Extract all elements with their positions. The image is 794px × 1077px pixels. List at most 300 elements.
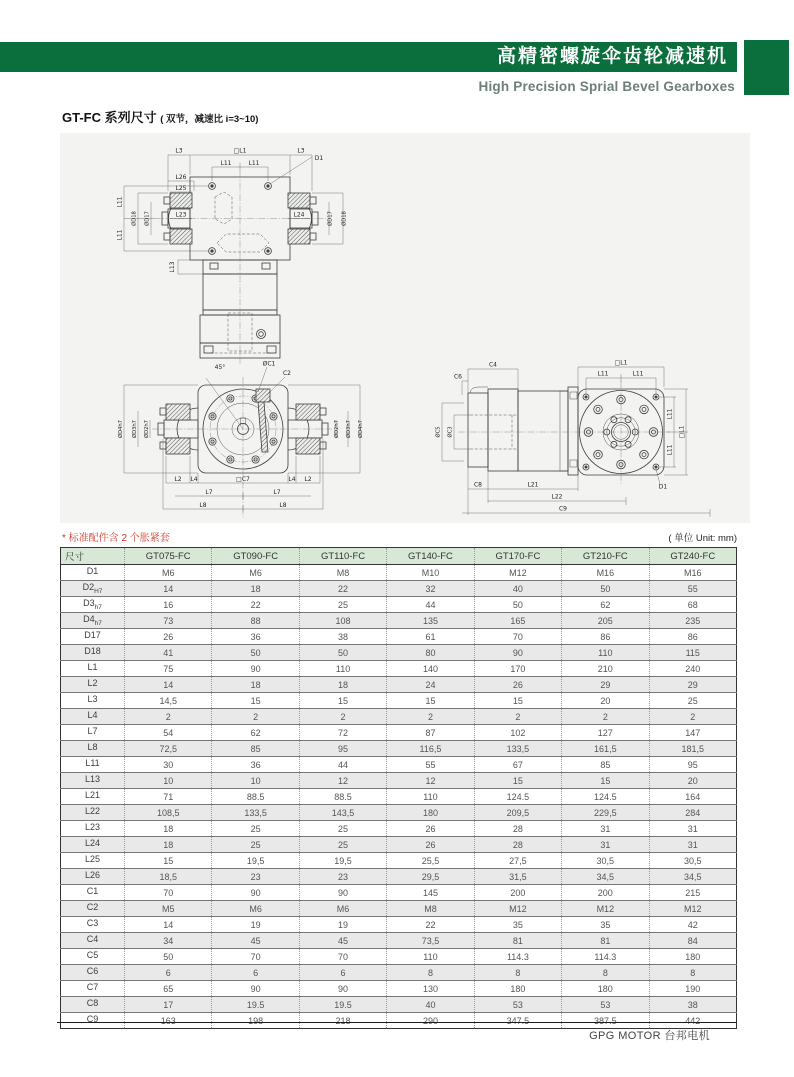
- table-cell: 20: [649, 773, 736, 789]
- dim-label: C7: [86, 982, 99, 993]
- table-cell-dim: [61, 709, 125, 725]
- table-cell: 114.3: [474, 949, 561, 965]
- table-cell: 19.5: [299, 997, 386, 1013]
- dim-label: C3: [86, 918, 99, 929]
- technical-drawings-panel: [60, 133, 750, 523]
- table-cell: 18: [125, 821, 212, 837]
- table-cell: 28: [474, 837, 561, 853]
- dim-label: L11: [85, 758, 100, 769]
- table-cell: 10: [212, 773, 299, 789]
- dim-subscript: H7: [94, 587, 103, 595]
- table-cell: 240: [649, 661, 736, 677]
- table-cell: 15: [474, 773, 561, 789]
- table-cell: M12: [562, 901, 649, 917]
- table-cell: 124.5: [474, 789, 561, 805]
- table-cell: M6: [212, 901, 299, 917]
- table-cell: 30,5: [649, 853, 736, 869]
- table-cell-dim: [61, 613, 125, 629]
- table-cell: 42: [649, 917, 736, 933]
- table-cell-dim: [61, 965, 125, 981]
- table-cell: 102: [474, 725, 561, 741]
- table-cell: 190: [649, 981, 736, 997]
- table-cell: 180: [562, 981, 649, 997]
- table-cell-dim: [61, 773, 125, 789]
- section-title: [62, 107, 258, 126]
- dim-label: L24: [84, 838, 101, 849]
- table-cell: 38: [649, 997, 736, 1013]
- table-cell: 50: [474, 597, 561, 613]
- dim-label: L2: [87, 678, 98, 689]
- table-cell: 110: [562, 645, 649, 661]
- dim-label: C2: [86, 902, 99, 913]
- unit-label: ( 单位 Unit: mm): [668, 533, 737, 544]
- table-cell: 70: [125, 885, 212, 901]
- table-cell-dim: [61, 821, 125, 837]
- table-cell: 95: [649, 757, 736, 773]
- svg-text:□L1: □L1: [233, 147, 247, 155]
- table-cell: 164: [649, 789, 736, 805]
- table-cell: 6: [299, 965, 386, 981]
- svg-text:ØD3h7: ØD3h7: [346, 420, 352, 438]
- table-cell: 90: [299, 885, 386, 901]
- table-cell-dim: [61, 949, 125, 965]
- svg-text:L25: L25: [175, 185, 187, 192]
- table-cell: 62: [212, 725, 299, 741]
- svg-text:C6: C6: [453, 373, 463, 381]
- table-cell: 34: [125, 933, 212, 949]
- table-cell: 28: [474, 821, 561, 837]
- table-cell: 8: [387, 965, 474, 981]
- table-row: [61, 917, 737, 933]
- table-cell: 18: [299, 677, 386, 693]
- table-cell-dim: [61, 645, 125, 661]
- table-cell: 87: [387, 725, 474, 741]
- table-cell: 18: [125, 837, 212, 853]
- table-cell: M5: [125, 901, 212, 917]
- table-row: [61, 805, 737, 821]
- svg-text:L11: L11: [597, 370, 609, 378]
- table-cell: 16: [125, 597, 212, 613]
- dim-label: D3: [83, 598, 95, 609]
- table-row: [61, 661, 737, 677]
- dim-label: L25: [84, 854, 101, 865]
- table-row: [61, 677, 737, 693]
- table-cell: 86: [562, 629, 649, 645]
- svg-text:L8: L8: [199, 502, 207, 509]
- svg-text:L11: L11: [116, 229, 124, 241]
- table-cell: 2: [125, 709, 212, 725]
- table-cell-dim: [61, 757, 125, 773]
- table-cell: 71: [125, 789, 212, 805]
- table-cell-dim: [61, 581, 125, 597]
- table-cell: 205: [562, 613, 649, 629]
- column-header: GT110-FC: [299, 548, 386, 565]
- table-cell: 36: [212, 757, 299, 773]
- table-cell: 45: [212, 933, 299, 949]
- front-view-dimension-lines: [124, 155, 343, 274]
- svg-text:ØD3h7: ØD3h7: [132, 420, 138, 438]
- svg-text:L24: L24: [293, 211, 305, 219]
- column-header: GT210-FC: [562, 548, 649, 565]
- svg-text:ØD4h7: ØD4h7: [118, 420, 124, 438]
- table-row: [61, 853, 737, 869]
- svg-text:L7: L7: [205, 489, 213, 496]
- table-cell: 18: [212, 581, 299, 597]
- dim-label: L23: [84, 822, 101, 833]
- table-cell: 19: [212, 917, 299, 933]
- table-cell: 235: [649, 613, 736, 629]
- table-cell: 26: [474, 677, 561, 693]
- table-cell-dim: [61, 597, 125, 613]
- table-row: [61, 773, 737, 789]
- dim-label: L3: [87, 694, 98, 705]
- table-cell: 22: [212, 597, 299, 613]
- table-cell: 10: [125, 773, 212, 789]
- table-cell: 181,5: [649, 741, 736, 757]
- svg-text:L4: L4: [288, 476, 296, 483]
- table-cell: M12: [474, 565, 561, 581]
- side-view-geometry: [468, 387, 664, 475]
- table-row: [61, 965, 737, 981]
- table-cell: M16: [649, 565, 736, 581]
- dim-label: L7: [87, 726, 98, 737]
- table-cell: 85: [212, 741, 299, 757]
- svg-text:L21: L21: [527, 481, 539, 489]
- table-cell: 14: [125, 917, 212, 933]
- table-cell: 114.3: [562, 949, 649, 965]
- table-cell: 73,5: [387, 933, 474, 949]
- svg-text:L11: L11: [666, 444, 674, 456]
- svg-text:C4: C4: [488, 361, 498, 369]
- table-cell: M12: [649, 901, 736, 917]
- svg-text:ØD4h7: ØD4h7: [358, 420, 364, 438]
- svg-text:C8: C8: [473, 481, 483, 489]
- table-cell: 18,5: [125, 869, 212, 885]
- table-cell: 200: [474, 885, 561, 901]
- table-cell: 25: [299, 821, 386, 837]
- table-cell: 442: [649, 1013, 736, 1029]
- table-cell: 29: [562, 677, 649, 693]
- dim-label: D2: [82, 582, 95, 593]
- table-cell: 2: [387, 709, 474, 725]
- table-cell: 6: [212, 965, 299, 981]
- svg-text:D1: D1: [658, 483, 668, 491]
- table-cell: M8: [387, 901, 474, 917]
- svg-text:L4: L4: [190, 476, 198, 483]
- side-view-dimension-lines: [442, 367, 710, 517]
- table-cell: 209,5: [474, 805, 561, 821]
- table-cell: 73: [125, 613, 212, 629]
- table-cell: 180: [387, 805, 474, 821]
- svg-text:D1: D1: [314, 155, 324, 162]
- table-cell: 25,5: [387, 853, 474, 869]
- table-cell: 50: [562, 581, 649, 597]
- svg-text:ØD18: ØD18: [131, 211, 138, 226]
- table-cell: 65: [125, 981, 212, 997]
- table-cell: 180: [474, 981, 561, 997]
- table-cell: 20: [562, 693, 649, 709]
- svg-text:L2: L2: [174, 476, 182, 483]
- svg-text:L3: L3: [297, 147, 305, 155]
- table-cell: 88.5: [299, 789, 386, 805]
- table-row: [61, 885, 737, 901]
- table-cell: 19,5: [299, 853, 386, 869]
- table-cell: 2: [649, 709, 736, 725]
- table-cell: 31: [562, 837, 649, 853]
- page-subtitle-en: High Precision Sprial Bevel Gearboxes: [478, 79, 735, 94]
- table-cell: 35: [474, 917, 561, 933]
- dim-label: C1: [86, 886, 99, 897]
- table-cell: 88: [212, 613, 299, 629]
- table-cell: 284: [649, 805, 736, 821]
- table-cell-dim: [61, 853, 125, 869]
- page-title-banner: 高精密螺旋伞齿轮减速机: [0, 42, 737, 72]
- svg-text:C9: C9: [558, 505, 568, 513]
- table-cell: 90: [212, 885, 299, 901]
- svg-text:L11: L11: [116, 196, 124, 208]
- table-cell: 25: [212, 837, 299, 853]
- column-header: GT090-FC: [212, 548, 299, 565]
- table-cell: 19: [299, 917, 386, 933]
- table-cell: 22: [299, 581, 386, 597]
- table-cell: 88.5: [212, 789, 299, 805]
- table-row: [61, 597, 737, 613]
- table-cell: 26: [387, 837, 474, 853]
- svg-text:L7: L7: [273, 489, 281, 496]
- table-cell: 108: [299, 613, 386, 629]
- table-cell: 8: [474, 965, 561, 981]
- table-cell: 180: [649, 949, 736, 965]
- table-row: [61, 581, 737, 597]
- table-cell: 44: [387, 597, 474, 613]
- table-cell: 116,5: [387, 741, 474, 757]
- dim-label: L21: [84, 790, 101, 801]
- svg-text:ØD18: ØD18: [341, 211, 348, 226]
- table-cell-dim: [61, 933, 125, 949]
- table-cell-dim: [61, 1013, 125, 1029]
- table-row: [61, 949, 737, 965]
- table-cell: 163: [125, 1013, 212, 1029]
- table-cell: 72,5: [125, 741, 212, 757]
- dim-label: D18: [84, 646, 101, 657]
- table-cell: 170: [474, 661, 561, 677]
- dim-label: L1: [87, 662, 98, 673]
- table-cell: M8: [299, 565, 386, 581]
- table-cell: 80: [387, 645, 474, 661]
- table-cell: 81: [474, 933, 561, 949]
- table-row: [61, 757, 737, 773]
- table-cell: 2: [562, 709, 649, 725]
- table-cell: 135: [387, 613, 474, 629]
- table-cell: 34,5: [562, 869, 649, 885]
- svg-text:ØC5: ØC5: [435, 426, 442, 438]
- svg-text:L11: L11: [248, 160, 260, 167]
- table-cell: 44: [299, 757, 386, 773]
- table-cell: 45: [299, 933, 386, 949]
- dim-label: D17: [84, 630, 101, 641]
- table-cell: 61: [387, 629, 474, 645]
- column-header: GT240-FC: [649, 548, 736, 565]
- column-header: GT170-FC: [474, 548, 561, 565]
- table-cell: 15: [299, 693, 386, 709]
- svg-text:ØD17: ØD17: [327, 211, 334, 226]
- table-cell: 31: [562, 821, 649, 837]
- table-cell: 75: [125, 661, 212, 677]
- table-row: [61, 565, 737, 581]
- table-row: [61, 837, 737, 853]
- table-cell: 198: [212, 1013, 299, 1029]
- svg-text:L8: L8: [279, 502, 287, 509]
- table-row: [61, 741, 737, 757]
- table-cell: M10: [387, 565, 474, 581]
- table-row: [61, 725, 737, 741]
- table-row: [61, 629, 737, 645]
- green-accent-block: [744, 40, 789, 95]
- table-cell: 40: [474, 581, 561, 597]
- svg-text:L13: L13: [169, 261, 176, 273]
- table-row: [61, 789, 737, 805]
- table-cell: 140: [387, 661, 474, 677]
- table-cell: 72: [299, 725, 386, 741]
- table-cell: 68: [649, 597, 736, 613]
- table-cell: 23: [212, 869, 299, 885]
- table-cell: 70: [474, 629, 561, 645]
- table-cell: 17: [125, 997, 212, 1013]
- table-cell: 19.5: [212, 997, 299, 1013]
- standard-accessory-note: * 标准配件含 2 个胀紧套: [62, 533, 170, 544]
- table-cell: 90: [212, 981, 299, 997]
- svg-text:L26: L26: [175, 174, 187, 181]
- svg-text:□C7: □C7: [236, 476, 250, 483]
- table-cell: 12: [387, 773, 474, 789]
- table-row: [61, 981, 737, 997]
- table-cell: 70: [299, 949, 386, 965]
- svg-text:□L1: □L1: [678, 425, 686, 439]
- table-cell: 15: [387, 693, 474, 709]
- table-cell: 27,5: [474, 853, 561, 869]
- table-cell: 133,5: [474, 741, 561, 757]
- table-cell-dim: [61, 981, 125, 997]
- table-cell: 53: [474, 997, 561, 1013]
- table-row: [61, 693, 737, 709]
- table-cell: 55: [649, 581, 736, 597]
- dim-label: C9: [86, 1014, 99, 1025]
- svg-text:ØC3: ØC3: [447, 426, 454, 438]
- table-cell: 6: [125, 965, 212, 981]
- dim-label: L4: [87, 710, 98, 721]
- table-cell: 165: [474, 613, 561, 629]
- table-cell-dim: [61, 693, 125, 709]
- svg-text:ØD2h7: ØD2h7: [144, 420, 150, 438]
- table-cell: 40: [387, 997, 474, 1013]
- table-cell: 84: [649, 933, 736, 949]
- table-cell: 67: [474, 757, 561, 773]
- svg-text:L3: L3: [175, 147, 183, 155]
- table-cell: 90: [474, 645, 561, 661]
- table-cell-dim: [61, 869, 125, 885]
- table-cell-dim: [61, 805, 125, 821]
- table-cell: 215: [649, 885, 736, 901]
- table-cell: 110: [387, 949, 474, 965]
- table-cell: 32: [387, 581, 474, 597]
- table-cell: 90: [299, 981, 386, 997]
- table-cell: 50: [125, 949, 212, 965]
- table-cell-dim: [61, 901, 125, 917]
- table-cell: 22: [387, 917, 474, 933]
- svg-text:L23: L23: [175, 211, 187, 219]
- table-cell: 24: [387, 677, 474, 693]
- table-cell: 110: [387, 789, 474, 805]
- table-cell-dim: [61, 565, 125, 581]
- table-cell: 110: [299, 661, 386, 677]
- table-cell: 161,5: [562, 741, 649, 757]
- table-row: [61, 997, 737, 1013]
- table-cell: 38: [299, 629, 386, 645]
- table-cell: 35: [562, 917, 649, 933]
- dim-label: L8: [87, 742, 98, 753]
- dim-label: L13: [84, 774, 101, 785]
- table-cell: 30: [125, 757, 212, 773]
- table-cell: 108,5: [125, 805, 212, 821]
- table-cell: 53: [562, 997, 649, 1013]
- table-cell: 25: [212, 821, 299, 837]
- table-cell: 130: [387, 981, 474, 997]
- table-cell: 133,5: [212, 805, 299, 821]
- table-cell: 41: [125, 645, 212, 661]
- dim-label: C5: [86, 950, 99, 961]
- table-cell-dim: [61, 997, 125, 1013]
- table-cell: 115: [649, 645, 736, 661]
- table-cell: 31,5: [474, 869, 561, 885]
- dim-subscript: h7: [94, 619, 102, 627]
- column-header-dim: 尺寸: [65, 552, 85, 563]
- table-cell: 18: [212, 677, 299, 693]
- table-cell: 50: [299, 645, 386, 661]
- dim-label: D4: [83, 614, 95, 625]
- table-header-row: [61, 548, 737, 565]
- dim-label: C4: [86, 934, 99, 945]
- table-cell: 229,5: [562, 805, 649, 821]
- table-cell: 26: [125, 629, 212, 645]
- table-cell: 15: [474, 693, 561, 709]
- table-cell: 8: [649, 965, 736, 981]
- table-cell-dim: [61, 725, 125, 741]
- table-cell: 210: [562, 661, 649, 677]
- table-cell: 218: [299, 1013, 386, 1029]
- svg-text:ØC1: ØC1: [262, 360, 276, 368]
- table-cell: 347.5: [474, 1013, 561, 1029]
- table-cell: 2: [299, 709, 386, 725]
- table-cell: 36: [212, 629, 299, 645]
- table-cell: 86: [649, 629, 736, 645]
- table-cell: M6: [212, 565, 299, 581]
- table-cell-dim: [61, 661, 125, 677]
- table-cell: 387.5: [562, 1013, 649, 1029]
- table-row: [61, 821, 737, 837]
- table-cell: 55: [387, 757, 474, 773]
- dim-label: L26: [84, 870, 101, 881]
- table-row: [61, 933, 737, 949]
- table-cell: 30,5: [562, 853, 649, 869]
- table-cell: 90: [212, 661, 299, 677]
- table-cell: 50: [212, 645, 299, 661]
- column-header: GT140-FC: [387, 548, 474, 565]
- svg-text:L11: L11: [220, 160, 232, 167]
- footer-divider: [57, 1022, 737, 1023]
- table-cell: 29,5: [387, 869, 474, 885]
- table-cell: M12: [474, 901, 561, 917]
- table-cell: 15: [212, 693, 299, 709]
